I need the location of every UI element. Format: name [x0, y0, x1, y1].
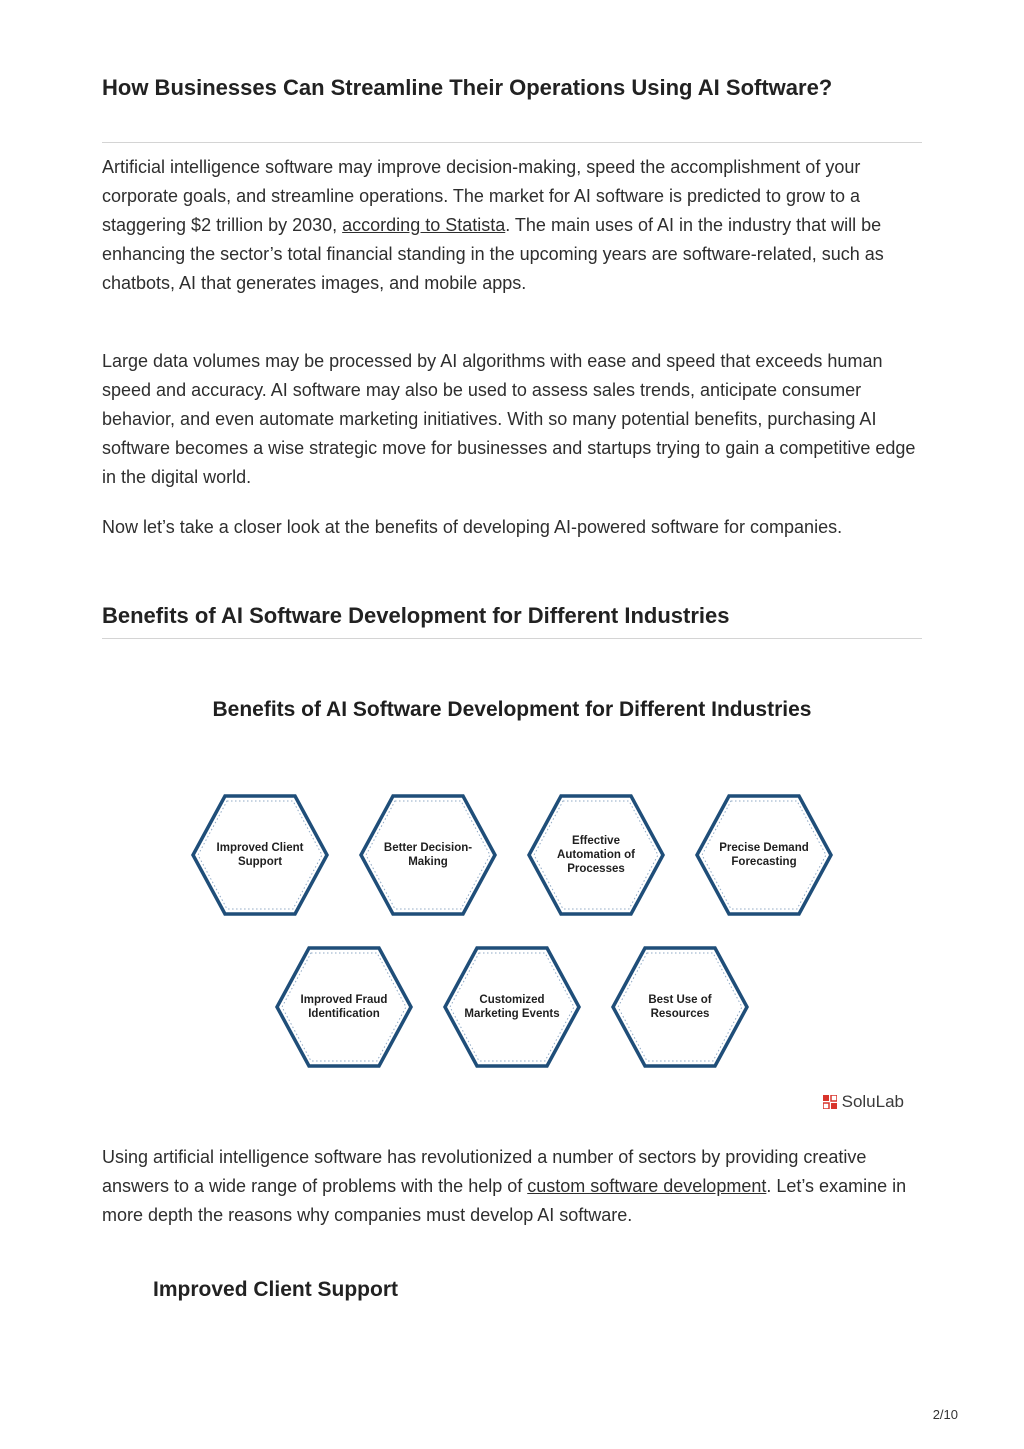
- custom-software-development-link[interactable]: custom software development: [527, 1176, 767, 1196]
- hexagon-effective-automation: [526, 793, 666, 917]
- hexagon-label: Best Use of Resources: [648, 994, 712, 1020]
- hexagon-label: Improved Client Support: [216, 842, 304, 868]
- section-heading-streamline: How Businesses Can Streamline Their Operations Using AI Software?: [102, 75, 833, 100]
- hexagon-label: Precise Demand Forecasting: [719, 842, 809, 868]
- hexagon-best-use-of-resources: [610, 945, 750, 1069]
- statista-link[interactable]: according to Statista: [342, 215, 506, 235]
- hexagon-label: Effective Automation of Processes: [557, 835, 635, 875]
- paragraph-text: . The main uses of AI in the industry that will be enhancing the sector’s total financial standing in the upcoming years are software-related, such as chatbots, AI that generates images, and mobile apps.: [102, 215, 884, 293]
- section-heading-benefits: Benefits of AI Software Development for Different Industries: [102, 603, 730, 628]
- hexagon-label: Customized Marketing Events: [464, 994, 560, 1020]
- benefits-infographic: [102, 668, 922, 1122]
- paragraph-text: Using artificial intelligence software has revolutionized a number of sectors by providing creative answers to a wide range of problems with the help of: [102, 1147, 867, 1196]
- heading-divider: [102, 638, 922, 639]
- solulab-logo-text: SoluLab: [841, 1092, 904, 1111]
- hexagon-customized-marketing-events: [442, 945, 582, 1069]
- hexagon-improved-client-support: [190, 793, 330, 917]
- subsection-heading-client-support: Improved Client Support: [153, 1278, 399, 1301]
- paragraph-text: . Let’s examine in more depth the reasons why companies must develop AI software.: [102, 1176, 907, 1225]
- hexagon-improved-fraud-identification: [274, 945, 414, 1069]
- hexagon-better-decision-making: [358, 793, 498, 917]
- hexagon-label: Improved Fraud Identification: [300, 994, 388, 1020]
- solulab-logo-icon: [823, 1095, 837, 1109]
- page-number: 2/10: [932, 1407, 958, 1422]
- paragraph-text: Artificial intelligence software may improve decision-making, speed the accomplishment of your corporate goals, and streamline operations. The market for AI software is predicted to grow to a staggering $2 trillion by 2030,: [102, 157, 861, 235]
- hexagon-precise-demand-forecasting: [694, 793, 834, 917]
- heading-divider: [102, 142, 922, 143]
- hexagon-label: Better Decision-Making: [383, 842, 473, 868]
- infographic-title: Benefits of AI Software Development for Different Industries: [212, 698, 812, 721]
- paragraph-closer-look: Now let’s take a closer look at the benefits of developing AI-powered software for companies.: [102, 517, 843, 537]
- paragraph-ai-market: [102, 153, 922, 298]
- solulab-logo: [823, 1092, 904, 1112]
- paragraph-revolutionized-sectors: [102, 1143, 922, 1230]
- paragraph-data-processing: Large data volumes may be processed by AI algorithms with ease and speed that exceeds human speed and accuracy. AI software may also be used to assess sales trends, anticipate consumer behavior, and even automate marketing initiatives. With so many potential benefits, purchasing AI software becomes a wise strategic move for businesses and startups trying to gain a competitive edge in the digital world.: [102, 351, 916, 487]
